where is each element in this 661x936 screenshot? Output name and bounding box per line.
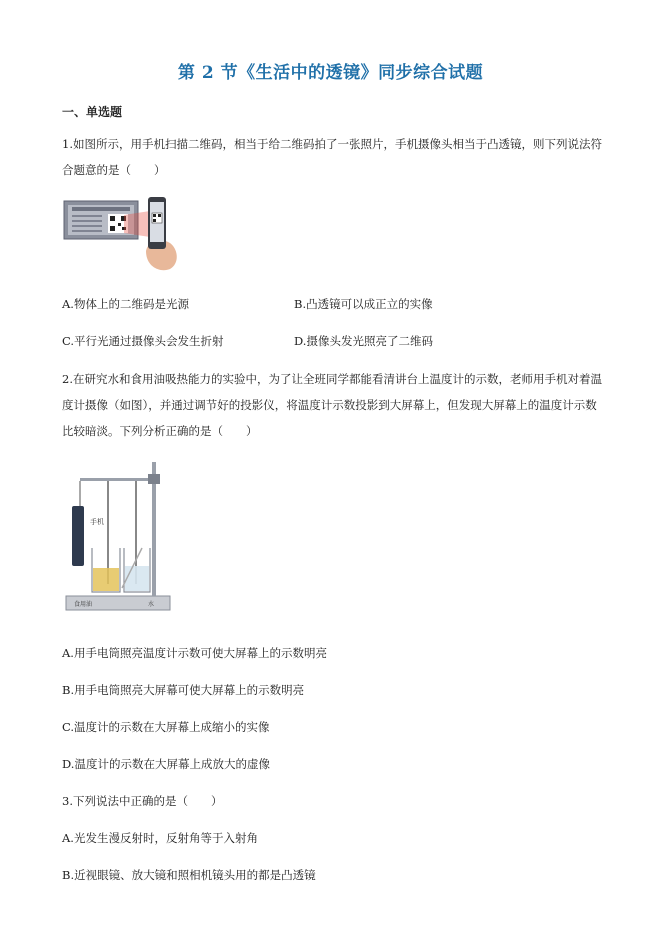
question-1-option-d[interactable]: D.摄像头发光照亮了二维码 (294, 334, 433, 348)
question-3-option-a[interactable]: A.光发生漫反射时，反射角等于入射角 (62, 831, 258, 845)
question-3-text: 3.下列说法中正确的是（ ） (62, 794, 223, 808)
question-1-option-a[interactable]: A.物体上的二维码是光源 (62, 297, 189, 311)
water-label: 水 (148, 601, 155, 608)
page-title: 第 2 节《生活中的透镜》同步综合试题 (177, 63, 484, 83)
question-2-option-a[interactable]: A.用手电筒照亮温度计示数可使大屏幕上的示数明亮 (62, 646, 327, 660)
qr-scan-figure (62, 193, 182, 273)
question-2-option-c[interactable]: C.温度计的示数在大屏幕上成缩小的实像 (62, 720, 270, 734)
question-2-option-d[interactable]: D.温度计的示数在大屏幕上成放大的虚像 (62, 757, 270, 771)
thermometer-experiment-figure (62, 456, 174, 616)
question-1-option-b[interactable]: B.凸透镜可以成正立的实像 (294, 297, 433, 311)
section-heading: 一、单选题 (62, 105, 123, 119)
question-1-option-c[interactable]: C.平行光通过摄像头会发生折射 (62, 334, 224, 348)
scan-beam (124, 211, 150, 237)
oil-liquid (93, 568, 119, 591)
question-1-text: 1.如图所示，用手机扫描二维码，相当于给二维码拍了一张照片，手机摄像头相当于凸透镜，则下列说法符合题意的是（ ） (62, 137, 602, 177)
question-2-option-b[interactable]: B.用手电筒照亮大屏幕可使大屏幕上的示数明亮 (62, 683, 305, 697)
question-2-text: 2.在研究水和食用油吸热能力的实验中，为了让全班同学都能看清讲台上温度计的示数，老师用手机对着温度计摄像（如图），并通过调节好的投影仪，将温度计示数投影到大屏幕上，但发现大屏幕上的温度计示数比较暗淡。下列分析正确的是（ ） (62, 372, 602, 438)
oil-label: 食用油 (74, 601, 93, 608)
phone-shape-2 (72, 506, 84, 566)
qr-plaque-header (72, 207, 130, 211)
question-3-option-b[interactable]: B.近视眼镜、放大镜和照相机镜头用的都是凸透镜 (62, 868, 316, 882)
stand-arm (80, 478, 158, 481)
water-liquid (125, 566, 149, 591)
phone-label: 手机 (90, 518, 104, 526)
